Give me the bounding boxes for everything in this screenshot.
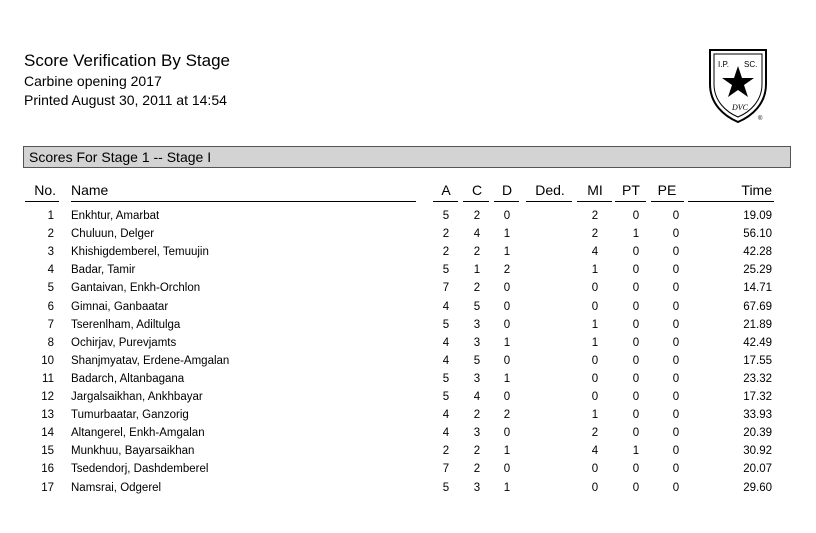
cell-pe: 0 [672, 445, 680, 458]
cell-no: 17 [41, 481, 54, 494]
stage-title: Scores For Stage 1 -- Stage I [29, 149, 212, 165]
cell-no: 5 [47, 282, 54, 295]
col-header-pt: PT [622, 182, 640, 198]
col-header-a: A [441, 182, 451, 198]
cell-no: 6 [47, 300, 54, 313]
cell-mi: 2 [591, 228, 599, 241]
cell-a: 4 [442, 427, 450, 440]
cell-name: Gantaivan, Enkh-Orchlon [71, 282, 201, 295]
cell-pe: 0 [672, 372, 680, 385]
table-row [0, 442, 816, 460]
cell-no: 11 [42, 372, 54, 385]
cell-d: 0 [503, 318, 511, 331]
cell-name: Tumurbaatar, Ganzorig [71, 409, 189, 422]
cell-mi: 0 [591, 282, 599, 295]
table-row [0, 424, 816, 442]
cell-time: 20.07 [743, 463, 772, 476]
cell-c: 3 [473, 372, 481, 385]
table-row [0, 388, 816, 406]
cell-pt: 0 [632, 427, 640, 440]
cell-pt: 0 [632, 463, 640, 476]
cell-d: 0 [503, 210, 511, 222]
cell-no: 8 [47, 336, 54, 349]
cell-d: 0 [503, 463, 511, 476]
cell-d: 1 [503, 246, 511, 259]
cell-pe: 0 [672, 282, 680, 295]
cell-pe: 0 [672, 264, 680, 277]
cell-d: 0 [503, 300, 511, 313]
cell-time: 21.89 [743, 318, 772, 331]
cell-a: 5 [442, 264, 450, 277]
cell-name: Badar, Tamir [71, 264, 136, 277]
table-row [0, 334, 816, 352]
cell-time: 56.10 [743, 228, 772, 241]
col-underline [71, 201, 416, 202]
cell-pt: 0 [632, 372, 640, 385]
cell-mi: 1 [591, 264, 599, 277]
cell-d: 0 [503, 427, 511, 440]
cell-mi: 1 [591, 336, 599, 349]
cell-a: 7 [442, 463, 450, 476]
col-underline [433, 201, 458, 202]
cell-d: 1 [503, 372, 511, 385]
cell-name: Khishigdemberel, Temuujin [71, 246, 209, 259]
table-row [0, 261, 816, 279]
cell-c: 5 [473, 300, 481, 313]
cell-name: Tserenlham, Adiltulga [71, 318, 181, 331]
cell-a: 7 [442, 282, 450, 295]
cell-c: 2 [473, 282, 481, 295]
cell-no: 13 [41, 409, 54, 422]
cell-pt: 0 [632, 282, 640, 295]
cell-pe: 0 [672, 463, 680, 476]
cell-d: 0 [503, 354, 511, 367]
cell-pt: 0 [632, 246, 640, 259]
printed-date: Printed August 30, 2011 at 14:54 [24, 92, 227, 108]
cell-name: Tsedendorj, Dashdemberel [71, 463, 209, 476]
cell-pt: 0 [632, 409, 640, 422]
cell-pe: 0 [672, 318, 680, 331]
logo-registered: ® [758, 116, 763, 122]
cell-a: 5 [442, 391, 450, 403]
ipsc-logo [706, 44, 770, 124]
cell-no: 15 [41, 445, 54, 458]
cell-pe: 0 [672, 427, 680, 440]
cell-time: 42.49 [743, 336, 772, 349]
cell-pt: 0 [632, 318, 640, 331]
cell-no: 3 [47, 246, 54, 259]
cell-time: 17.32 [743, 391, 772, 403]
cell-c: 2 [473, 445, 481, 458]
cell-name: Namsrai, Odgerel [71, 481, 162, 494]
cell-c: 1 [473, 264, 481, 277]
table-row [0, 279, 816, 297]
cell-d: 0 [503, 282, 511, 295]
cell-name: Ochirjav, Purevjamts [71, 336, 177, 349]
col-header-time: Time [741, 182, 772, 198]
logo-signature: DVC [732, 103, 748, 112]
cell-mi: 1 [591, 318, 599, 331]
cell-pt: 1 [632, 228, 640, 241]
cell-d: 1 [503, 228, 511, 241]
cell-c: 3 [473, 427, 481, 440]
logo-text-left: I.P. [718, 60, 729, 69]
cell-c: 2 [473, 246, 481, 259]
cell-time: 29.60 [743, 481, 772, 494]
table-row [0, 243, 816, 261]
cell-mi: 4 [591, 246, 599, 259]
cell-no: 10 [41, 354, 54, 367]
col-header-mi: MI [587, 182, 603, 198]
table-row [0, 225, 816, 243]
cell-d: 2 [503, 264, 511, 277]
cell-mi: 2 [591, 427, 599, 440]
col-header-d: D [501, 182, 513, 198]
cell-name: Altangerel, Enkh-Amgalan [71, 427, 205, 440]
cell-pt: 0 [632, 300, 640, 313]
cell-c: 4 [473, 391, 481, 403]
cell-name: Shanjmyatav, Erdene-Amgalan [71, 354, 230, 367]
cell-d: 1 [503, 445, 511, 458]
cell-pe: 0 [672, 481, 680, 494]
cell-name: Munkhuu, Bayarsaikhan [71, 445, 195, 458]
cell-pt: 1 [632, 445, 640, 458]
col-header-c: C [471, 182, 483, 198]
cell-d: 1 [503, 481, 511, 494]
cell-time: 25.29 [743, 264, 772, 277]
report-header [24, 50, 230, 110]
cell-time: 33.93 [743, 409, 772, 422]
cell-pe: 0 [672, 300, 680, 313]
table-row [0, 352, 816, 370]
table-row [0, 460, 816, 478]
cell-pt: 0 [632, 336, 640, 349]
cell-a: 4 [442, 336, 450, 349]
cell-pe: 0 [672, 336, 680, 349]
cell-a: 5 [442, 372, 450, 385]
col-underline [494, 201, 519, 202]
table-row [0, 370, 816, 388]
cell-no: 4 [47, 264, 54, 277]
cell-pe: 0 [672, 210, 680, 222]
col-underline [651, 201, 684, 202]
cell-mi: 0 [591, 391, 599, 403]
cell-pt: 0 [632, 210, 640, 222]
cell-mi: 0 [591, 481, 599, 494]
col-header-ded: Ded. [535, 182, 565, 198]
cell-time: 67.69 [743, 300, 772, 313]
cell-name: Jargalsaikhan, Ankhbayar [71, 391, 203, 403]
cell-pt: 0 [632, 481, 640, 494]
cell-mi: 0 [591, 300, 599, 313]
table-row [0, 316, 816, 334]
cell-no: 16 [41, 463, 54, 476]
table-row [0, 207, 816, 225]
cell-mi: 0 [591, 354, 599, 367]
table-row [0, 479, 816, 497]
cell-c: 2 [473, 210, 481, 222]
cell-mi: 0 [591, 463, 599, 476]
col-header-name: Name [71, 182, 109, 198]
cell-c: 2 [473, 409, 481, 422]
cell-pe: 0 [672, 228, 680, 241]
cell-mi: 4 [591, 445, 599, 458]
table-row [0, 298, 816, 316]
cell-mi: 0 [591, 372, 599, 385]
cell-mi: 2 [591, 210, 599, 222]
cell-no: 12 [41, 391, 54, 403]
stage-title-bar [23, 146, 791, 168]
cell-c: 2 [473, 463, 481, 476]
cell-time: 30.92 [743, 445, 772, 458]
cell-time: 17.55 [743, 354, 772, 367]
cell-no: 14 [41, 427, 54, 440]
logo-text-right: SC. [744, 60, 758, 69]
cell-time: 42.28 [743, 246, 772, 259]
col-underline [688, 201, 774, 202]
col-underline [463, 201, 489, 202]
cell-no: 7 [47, 318, 54, 331]
col-underline [577, 201, 612, 202]
cell-pt: 0 [632, 391, 640, 403]
cell-pt: 0 [632, 354, 640, 367]
cell-name: Enkhtur, Amarbat [71, 210, 160, 222]
cell-c: 5 [473, 354, 481, 367]
col-underline [615, 201, 646, 202]
cell-a: 5 [442, 210, 450, 222]
cell-a: 4 [442, 409, 450, 422]
cell-d: 0 [503, 391, 511, 403]
cell-c: 3 [473, 318, 481, 331]
cell-pe: 0 [672, 409, 680, 422]
cell-name: Chuluun, Delger [71, 228, 155, 241]
col-underline [25, 201, 59, 202]
cell-a: 2 [442, 246, 450, 259]
cell-pe: 0 [672, 391, 680, 403]
cell-c: 3 [473, 336, 481, 349]
col-underline [526, 201, 572, 202]
cell-a: 4 [442, 354, 450, 367]
cell-name: Badarch, Altanbagana [71, 372, 185, 385]
cell-name: Gimnai, Ganbaatar [71, 300, 169, 313]
match-name: Carbine opening 2017 [24, 73, 162, 89]
cell-c: 3 [473, 481, 481, 494]
cell-a: 4 [442, 300, 450, 313]
cell-time: 14.71 [743, 282, 772, 295]
cell-d: 1 [503, 336, 511, 349]
cell-pe: 0 [672, 246, 680, 259]
cell-a: 5 [442, 318, 450, 331]
col-header-no: No. [34, 182, 56, 198]
cell-a: 2 [442, 445, 450, 458]
table-row [0, 406, 816, 424]
cell-a: 2 [442, 228, 450, 241]
cell-time: 23.32 [743, 372, 772, 385]
cell-no: 2 [47, 228, 54, 241]
cell-mi: 1 [591, 409, 599, 422]
cell-d: 2 [503, 409, 511, 422]
cell-c: 4 [473, 228, 481, 241]
col-header-pe: PE [657, 182, 677, 198]
cell-time: 20.39 [743, 427, 772, 440]
report-title: Score Verification By Stage [24, 51, 231, 70]
cell-pt: 0 [632, 264, 640, 277]
cell-time: 19.09 [743, 210, 772, 222]
cell-a: 5 [442, 481, 450, 494]
cell-pe: 0 [672, 354, 680, 367]
cell-no: 1 [47, 210, 54, 222]
